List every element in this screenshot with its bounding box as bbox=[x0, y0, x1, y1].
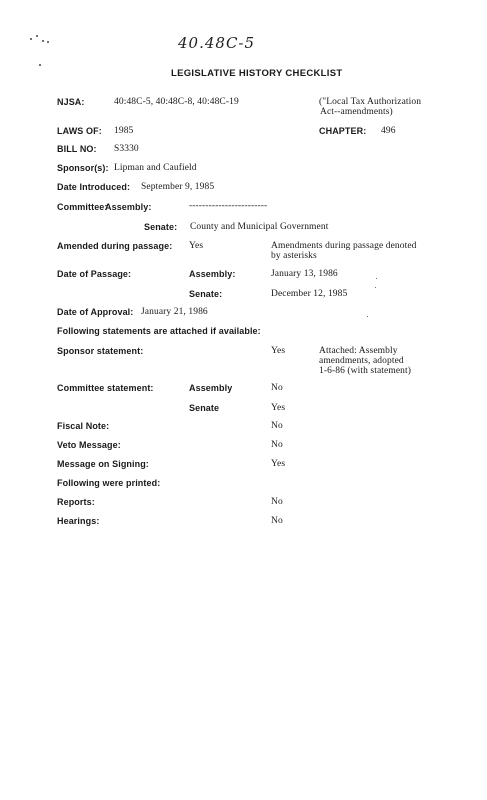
scan-speck bbox=[376, 278, 377, 279]
amended-value: Yes bbox=[189, 241, 204, 251]
act-name-line1: ("Local Tax Authorization bbox=[319, 97, 422, 107]
committee-assembly-value: ------------------------ bbox=[189, 201, 268, 211]
bill-no-value: S3330 bbox=[114, 144, 139, 154]
printed-heading: Following were printed: bbox=[57, 478, 161, 488]
committee-senate-value: County and Municipal Government bbox=[190, 222, 329, 232]
committee-statement-senate-label: Senate bbox=[189, 403, 220, 413]
date-of-approval-value: January 21, 1986 bbox=[141, 307, 208, 317]
statements-heading: Following statements are attached if available: bbox=[57, 326, 261, 336]
scan-speck bbox=[367, 316, 368, 317]
committee-label: Committee: bbox=[57, 202, 108, 212]
fiscal-note-label: Fiscal Note: bbox=[57, 421, 110, 431]
veto-message-label: Veto Message: bbox=[57, 440, 121, 450]
laws-of-value: 1985 bbox=[114, 126, 134, 136]
committee-statement-senate-value: Yes bbox=[271, 403, 286, 413]
scan-speck bbox=[39, 64, 41, 66]
hearings-label: Hearings: bbox=[57, 516, 100, 526]
act-name-line2: Act--amendments) bbox=[320, 107, 393, 117]
committee-assembly-label: Assembly: bbox=[105, 202, 152, 212]
sponsor-statement-value: Yes bbox=[271, 346, 286, 356]
veto-message-value: No bbox=[271, 440, 283, 450]
sponsor-statement-note-line1: Attached: Assembly bbox=[319, 346, 398, 356]
message-on-signing-value: Yes bbox=[271, 459, 286, 469]
sponsors-label: Sponsor(s): bbox=[57, 163, 109, 173]
chapter-label: CHAPTER: bbox=[319, 126, 367, 136]
date-introduced-label: Date Introduced: bbox=[57, 182, 131, 192]
amended-note-line2: by asterisks bbox=[271, 251, 317, 261]
page-title: LEGISLATIVE HISTORY CHECKLIST bbox=[171, 68, 343, 79]
scan-speck bbox=[30, 38, 32, 40]
sponsors-value: Lipman and Caufield bbox=[114, 163, 197, 173]
scan-speck bbox=[47, 41, 49, 43]
reports-label: Reports: bbox=[57, 497, 95, 507]
amended-label: Amended during passage: bbox=[57, 241, 173, 251]
handwritten-note: 40.48C-5 bbox=[178, 34, 256, 52]
sponsor-statement-label: Sponsor statement: bbox=[57, 346, 144, 356]
passage-senate-value: December 12, 1985 bbox=[271, 289, 348, 299]
amended-note-line1: Amendments during passage denoted bbox=[271, 241, 417, 251]
date-of-passage-label: Date of Passage: bbox=[57, 269, 132, 279]
passage-assembly-label: Assembly: bbox=[189, 269, 236, 279]
committee-senate-label: Senate: bbox=[144, 222, 178, 232]
passage-assembly-value: January 13, 1986 bbox=[271, 269, 338, 279]
message-on-signing-label: Message on Signing: bbox=[57, 459, 149, 469]
njsa-value: 40:48C-5, 40:48C-8, 40:48C-19 bbox=[114, 97, 239, 107]
reports-value: No bbox=[271, 497, 283, 507]
passage-senate-label: Senate: bbox=[189, 289, 223, 299]
laws-of-label: LAWS OF: bbox=[57, 126, 102, 136]
hearings-value: No bbox=[271, 516, 283, 526]
committee-statement-assembly-value: No bbox=[271, 383, 283, 393]
scan-speck bbox=[36, 35, 38, 37]
committee-statement-assembly-label: Assembly bbox=[189, 383, 233, 393]
scan-speck bbox=[375, 287, 376, 288]
sponsor-statement-note-line2: amendments, adopted bbox=[319, 356, 404, 366]
date-of-approval-label: Date of Approval: bbox=[57, 307, 134, 317]
njsa-label: NJSA: bbox=[57, 97, 85, 107]
bill-no-label: BILL NO: bbox=[57, 144, 97, 154]
committee-statement-label: Committee statement: bbox=[57, 383, 154, 393]
date-introduced-value: September 9, 1985 bbox=[141, 182, 215, 192]
sponsor-statement-note-line3: 1-6-86 (with statement) bbox=[319, 366, 411, 376]
chapter-value: 496 bbox=[381, 126, 396, 136]
fiscal-note-value: No bbox=[271, 421, 283, 431]
scan-speck bbox=[42, 40, 44, 42]
